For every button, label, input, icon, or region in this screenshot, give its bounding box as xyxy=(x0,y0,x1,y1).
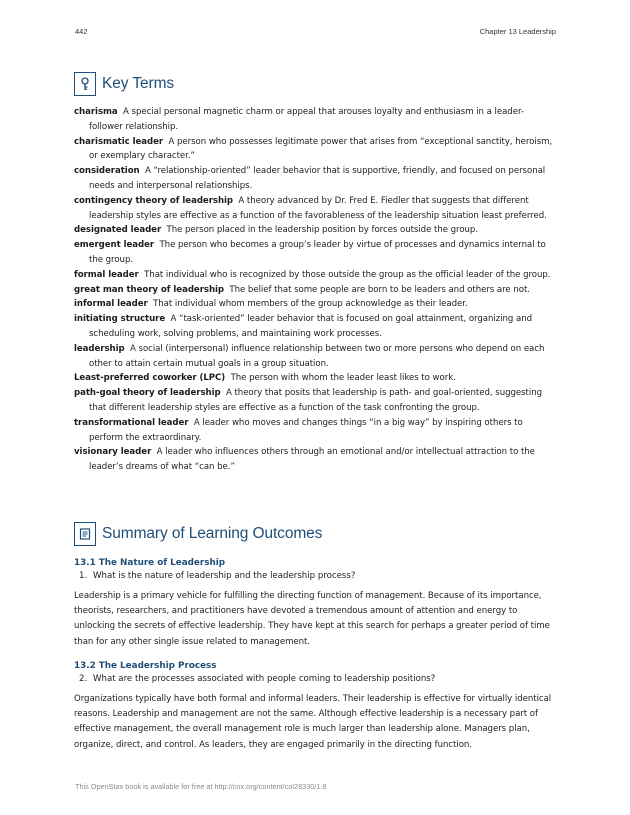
key-term-definition: The person who becomes a group’s leader by virtue of processes and dynamics internal to the group. xyxy=(89,240,546,265)
key-term-item xyxy=(74,312,554,342)
key-term-definition: The person with whom the leader least likes to work. xyxy=(230,373,456,384)
key-term-word: contingency theory of leadership xyxy=(74,195,234,206)
key-term-word: informal leader xyxy=(74,299,148,310)
key-terms-title: Key Terms xyxy=(102,75,175,92)
question-text: What is the nature of leadership and the leadership process? xyxy=(93,571,356,581)
key-term-item xyxy=(74,386,554,416)
key-icon xyxy=(74,72,96,96)
key-term-definition: The person placed in the leadership position by forces outside the group. xyxy=(166,225,479,236)
key-term-definition: A theory advanced by Dr. Fred E. Fiedler that suggests that different leadership styles are effective as a function of the favorableness of the leadership situation least preferred. xyxy=(89,195,547,221)
key-term-item xyxy=(74,283,554,298)
key-term-definition: A person who possesses legitimate power that arises from “exceptional sanctity, heroism, or exemplary character.” xyxy=(89,136,553,162)
key-term-word: visionary leader xyxy=(74,447,152,458)
answer-paragraph: Leadership is a primary vehicle for fulfilling the directing function of management. Because of its importance, theorists, researchers, and practitioners have devoted a tremendous amount of attention and energy to unlocking the secrets of effective leadership. They have kept at this search for perhaps a greater period of time than for any other single issue related to management. xyxy=(74,591,550,647)
key-term-item xyxy=(74,135,554,165)
key-term-word: consideration xyxy=(74,166,140,177)
key-term-word: Least-preferred coworker (LPC) xyxy=(74,373,226,384)
key-term-item xyxy=(74,416,554,446)
key-term-definition: A theory that posits that leadership is path- and goal-oriented, suggesting that different leadership styles are effective as a function of the task confronting the group. xyxy=(89,388,543,413)
question-text: What are the processes associated with people coming to leadership positions? xyxy=(93,674,436,684)
key-term-word: initiating structure xyxy=(74,314,166,325)
summary-icon xyxy=(74,522,96,546)
key-term-definition: A leader who influences others through an emotional and/or intellectual attraction to the leader’s dreams of what “can be.” xyxy=(89,447,535,473)
key-term-definition: A “relationship-oriented” leader behavior that is supportive, friendly, and focused on personal needs and interpersonal relationships. xyxy=(89,166,546,191)
key-term-item xyxy=(74,297,554,312)
key-term-item xyxy=(74,445,554,475)
key-term-word: path-goal theory of leadership xyxy=(74,388,221,399)
key-term-word: great man theory of leadership xyxy=(74,284,225,295)
answer-paragraph: Organizations typically have both formal and informal leaders. Their leadership is effective for virtually identical reasons. Leadership and management are not the same. Although effective leadership is a necessary part of effective management, the overall management role is much larger than leadership alone. Managers plan, organize, direct, and control. As leaders, they are engaged primarily in the directing function. xyxy=(74,694,552,750)
summary-section-1 xyxy=(74,557,554,650)
key-term-definition: A social (interpersonal) influence relationship between two or more persons who depend on each other to attain certain mutual goals in a group situation. xyxy=(89,343,545,369)
footer-note: This OpenStax book is available for free at http://cnx.org/content/col28330/1.8 xyxy=(75,782,327,791)
section-heading: 13.1 The Nature of Leadership xyxy=(74,558,226,568)
chapter-header: Chapter 13 Leadership xyxy=(479,27,556,36)
learning-question xyxy=(79,570,554,583)
key-term-definition: A leader who moves and changes things “in a big way” by inspiring others to perform the extraordinary. xyxy=(89,417,523,443)
learning-question xyxy=(79,673,554,686)
key-terms-list xyxy=(74,105,554,475)
key-term-item xyxy=(74,194,554,224)
key-term-word: emergent leader xyxy=(74,240,155,251)
question-number: 2. xyxy=(79,674,88,684)
key-term-definition: A “task-oriented” leader behavior that is focused on goal attainment, organizing and scheduling work, solving problems, and maintaining work processes. xyxy=(89,314,533,339)
key-term-word: designated leader xyxy=(74,225,162,236)
key-term-item xyxy=(74,238,554,268)
key-term-definition: That individual whom members of the group acknowledge as their leader. xyxy=(153,299,468,310)
key-term-item xyxy=(74,371,554,386)
summary-section-2 xyxy=(74,660,554,753)
key-term-word: charismatic leader xyxy=(74,136,164,147)
summary-title: Summary of Learning Outcomes xyxy=(102,525,323,542)
key-term-word: charisma xyxy=(74,107,118,117)
key-term-word: formal leader xyxy=(74,269,139,280)
key-terms-heading xyxy=(74,72,174,96)
summary-heading xyxy=(74,522,322,546)
key-term-definition: The belief that some people are born to be leaders and others are not. xyxy=(229,284,530,295)
key-term-word: leadership xyxy=(74,343,125,354)
key-term-item xyxy=(74,164,554,194)
key-term-word: transformational leader xyxy=(74,417,189,428)
key-term-item xyxy=(74,223,554,238)
key-term-item xyxy=(74,268,554,283)
key-term-definition: A special personal magnetic charm or appeal that arouses loyalty and enthusiasm in a leader-follower relationship. xyxy=(89,107,524,132)
question-number: 1. xyxy=(79,571,88,581)
section-heading: 13.2 The Leadership Process xyxy=(74,661,217,671)
key-term-definition: That individual who is recognized by those outside the group as the official leader of the group. xyxy=(144,269,551,280)
page-number: 442 xyxy=(75,27,88,36)
key-term-item xyxy=(74,105,554,135)
key-term-item xyxy=(74,342,554,372)
